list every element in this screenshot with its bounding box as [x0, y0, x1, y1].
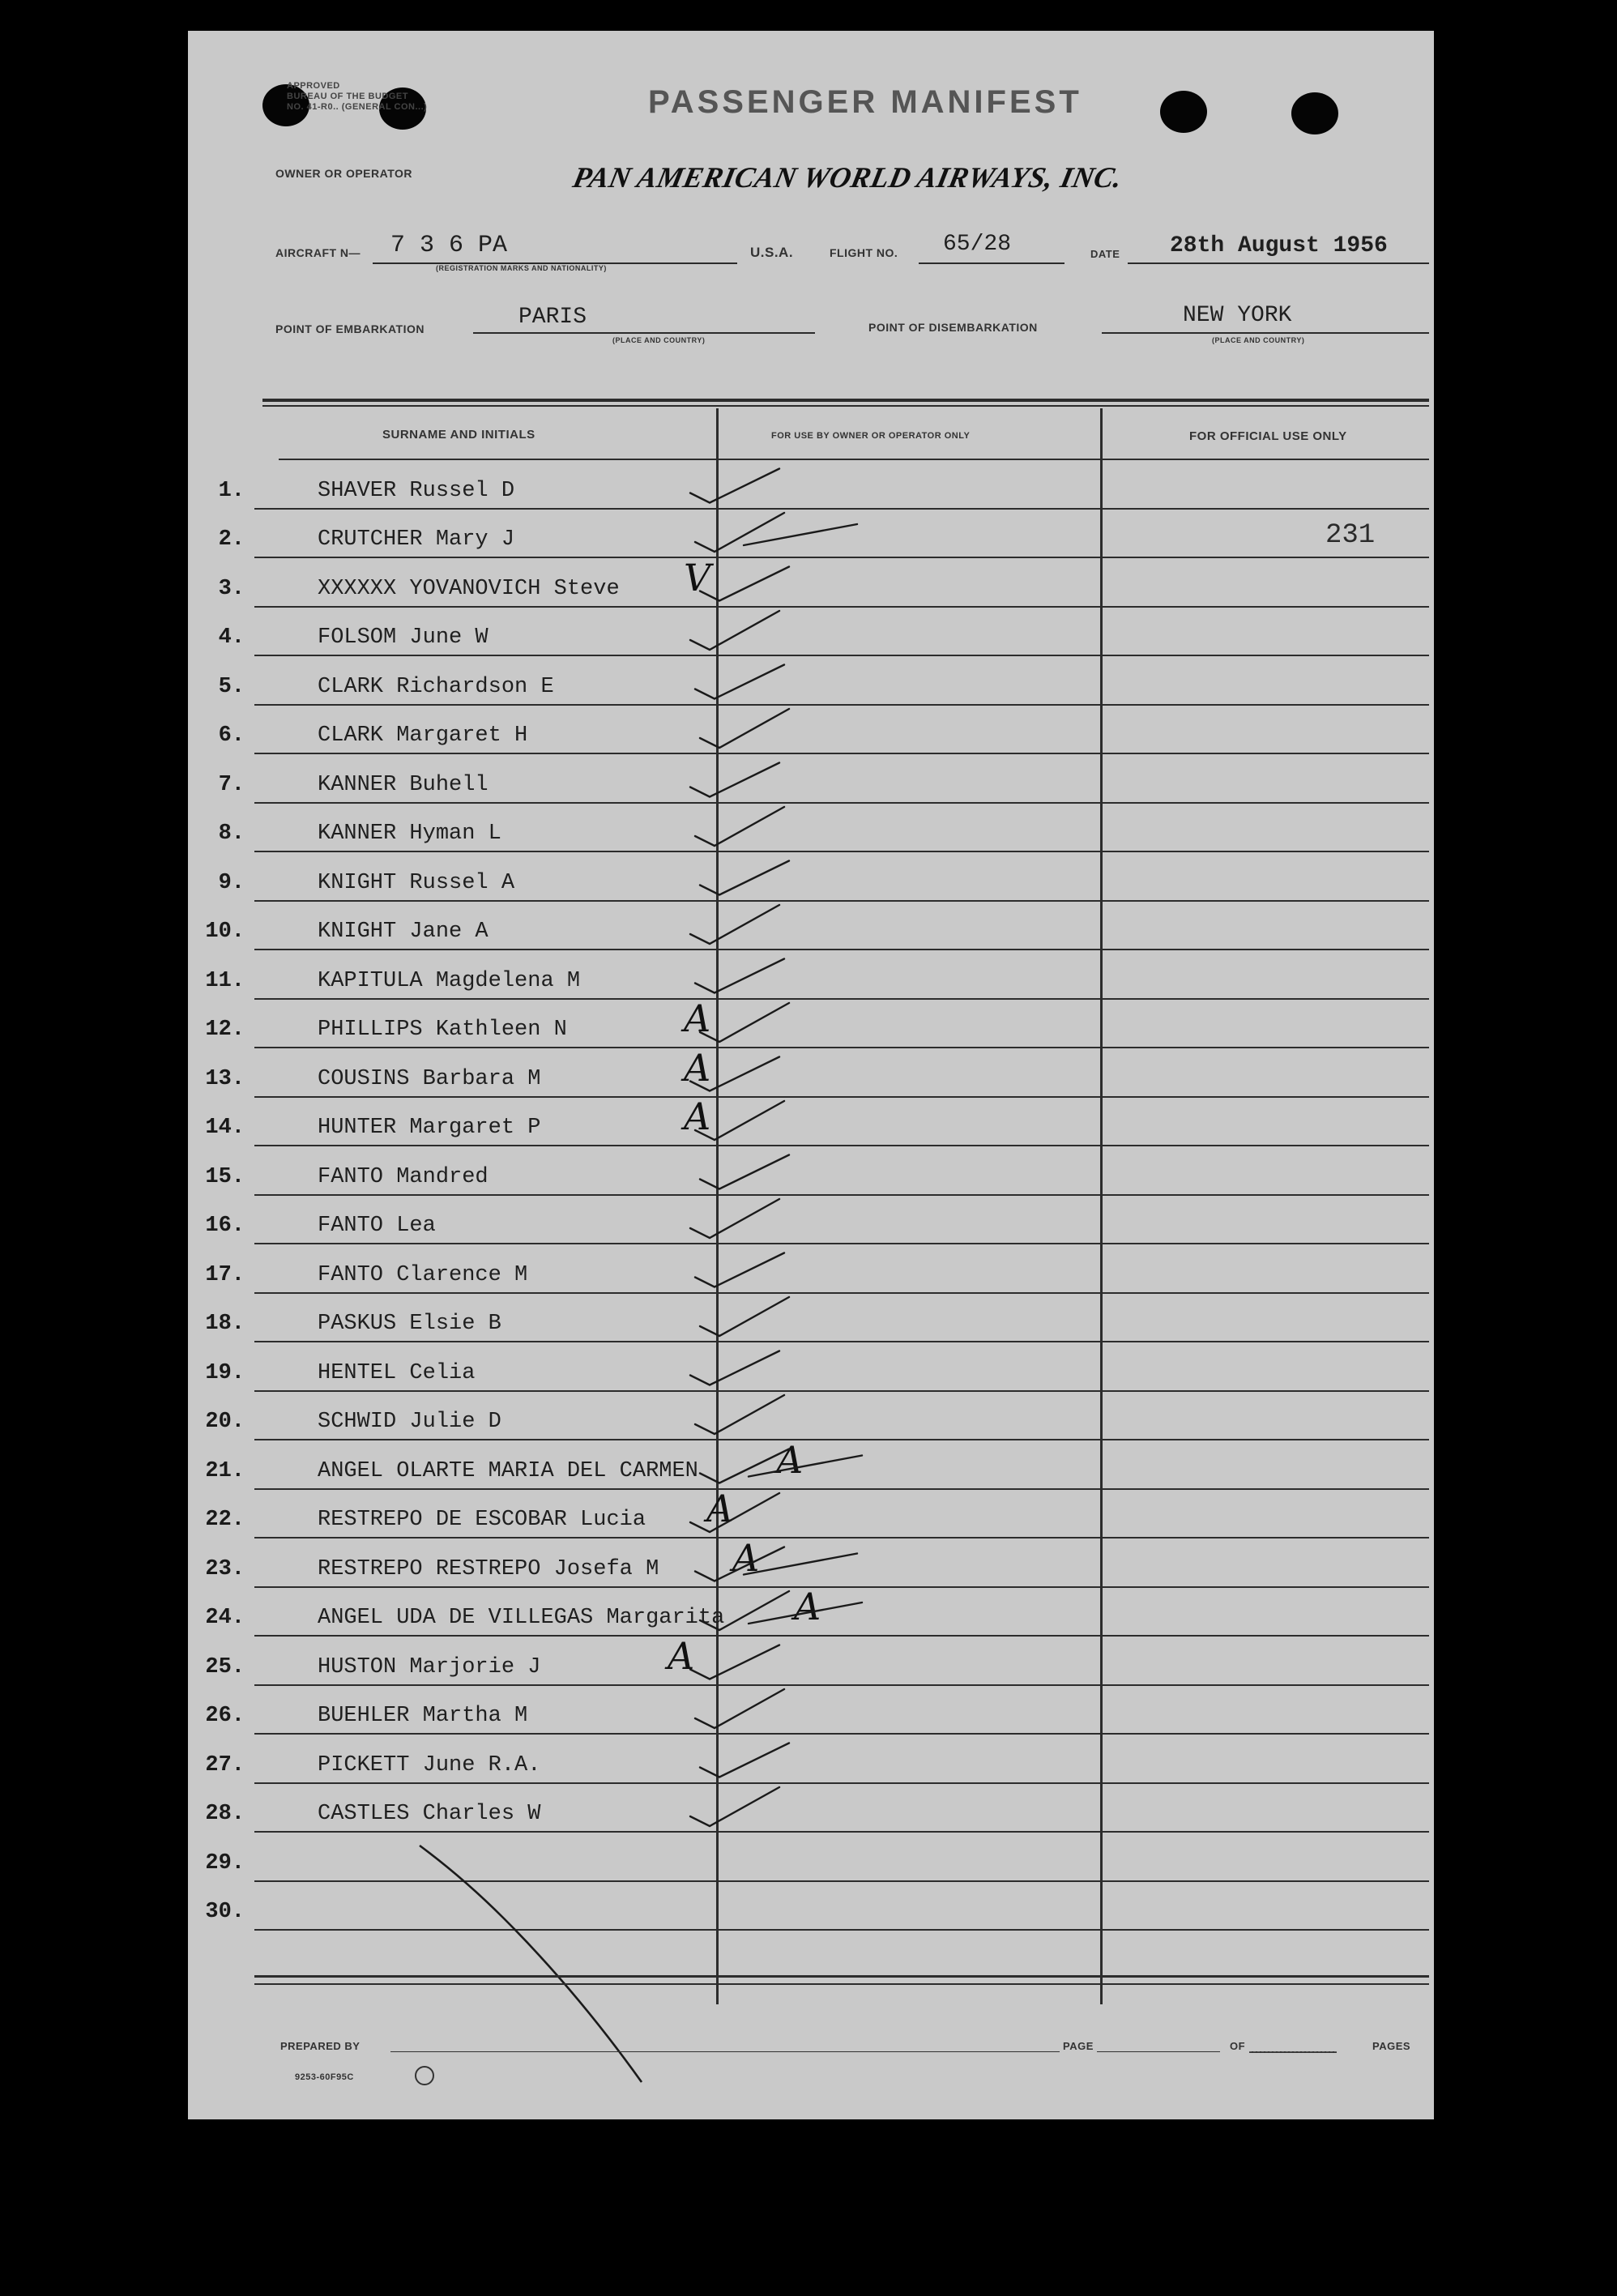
- check-mark: [690, 469, 779, 503]
- check-mark: [700, 1591, 789, 1630]
- check-mark: [690, 1351, 779, 1385]
- disembark-label: POINT OF DISEMBARKATION: [868, 321, 1038, 334]
- passenger-name: HENTEL Celia: [318, 1360, 476, 1385]
- passenger-name: SHAVER Russel D: [318, 478, 515, 503]
- prepared-by-label: PREPARED BY: [280, 2040, 361, 2052]
- handwritten-checkmarks: [188, 31, 1434, 2119]
- flight-label: FLIGHT NO.: [830, 246, 898, 259]
- row-number: 16.: [205, 1214, 245, 1238]
- row-number: 12.: [205, 1018, 245, 1042]
- page-title: PASSENGER MANIFEST: [648, 84, 1082, 120]
- check-mark: [690, 1199, 779, 1238]
- row-number: 27.: [205, 1752, 245, 1777]
- registration-caption: (REGISTRATION MARKS AND NATIONALITY): [436, 264, 607, 272]
- manifest-sheet: [188, 31, 1434, 2119]
- row-number: 19.: [205, 1360, 245, 1385]
- check-mark: [690, 763, 779, 797]
- col-header-official: FOR OFFICIAL USE ONLY: [1189, 429, 1347, 443]
- check-mark: [690, 1645, 779, 1679]
- row-number: 10.: [205, 920, 245, 944]
- passenger-name: ANGEL UDA DE VILLEGAS Margarita: [318, 1606, 725, 1630]
- owner-value: PAN AMERICAN WORLD AIRWAYS, INC.: [570, 161, 1126, 194]
- check-mark: [700, 567, 789, 601]
- official-note: 231: [1325, 520, 1376, 551]
- passenger-name: KNIGHT Russel A: [318, 870, 515, 895]
- handwritten-mark: A: [776, 1437, 804, 1482]
- owner-label: OWNER OR OPERATOR: [275, 167, 412, 180]
- row-number: 14.: [205, 1116, 245, 1140]
- union-label-icon: [415, 2066, 434, 2085]
- check-mark: [700, 1449, 789, 1483]
- row-number: 24.: [205, 1606, 245, 1630]
- disembark-value: NEW YORK: [1183, 303, 1292, 328]
- passenger-name: FANTO Clarence M: [318, 1262, 528, 1287]
- aircraft-value: 7 3 6 PA: [390, 232, 508, 259]
- page-label: PAGE: [1060, 2040, 1097, 2052]
- check-mark: [700, 1003, 789, 1042]
- handwritten-mark: A: [684, 996, 711, 1040]
- pages-label: PAGES: [1372, 2040, 1411, 2052]
- col-header-owner: FOR USE BY OWNER OR OPERATOR ONLY: [771, 431, 971, 441]
- check-mark: [695, 1689, 784, 1728]
- passenger-name: PICKETT June R.A.: [318, 1752, 541, 1777]
- passenger-name: PASKUS Elsie B: [318, 1312, 501, 1336]
- check-mark: [700, 1297, 789, 1336]
- row-number: 1.: [218, 478, 245, 503]
- check-mark: [690, 1787, 779, 1826]
- row-number: 13.: [205, 1066, 245, 1091]
- form-number: 9253-60F95C: [295, 2072, 354, 2082]
- check-mark: [700, 709, 789, 748]
- check-mark: [690, 1493, 779, 1532]
- handwritten-mark: A: [732, 1535, 760, 1580]
- row-number: 5.: [218, 674, 245, 699]
- check-mark: [700, 861, 789, 895]
- usa-label: U.S.A.: [750, 245, 794, 260]
- passenger-name: PHILLIPS Kathleen N: [318, 1018, 567, 1042]
- handwritten-mark: A: [706, 1487, 734, 1530]
- row-number: 11.: [205, 968, 245, 993]
- passenger-name: CLARK Richardson E: [318, 674, 554, 699]
- row-number: 2.: [218, 527, 245, 552]
- row-number: 6.: [218, 723, 245, 748]
- passenger-name: XXXXXX YOVANOVICH Steve: [318, 576, 620, 601]
- check-mark-extra: [744, 1554, 857, 1575]
- check-mark: [695, 1547, 784, 1581]
- embark-value: PARIS: [518, 305, 587, 330]
- row-number: 26.: [205, 1704, 245, 1728]
- row-number: 22.: [205, 1508, 245, 1532]
- row-number: 21.: [205, 1458, 245, 1483]
- passenger-name: RESTREPO DE ESCOBAR Lucia: [318, 1508, 646, 1532]
- embark-caption: (PLACE AND COUNTRY): [612, 336, 706, 344]
- row-number: 28.: [205, 1802, 245, 1826]
- check-mark-extra: [749, 1603, 862, 1624]
- handwritten-mark: A: [684, 1045, 711, 1090]
- row-number: 9.: [218, 870, 245, 895]
- col-header-surname: SURNAME AND INITIALS: [382, 428, 535, 442]
- approved-stamp: APPROVED BUREAU OF THE BUDGET NO. 41-R0.. (GENERAL CON...): [287, 81, 428, 112]
- row-number: 7.: [218, 772, 245, 797]
- flight-value: 65/28: [943, 232, 1012, 257]
- passenger-name: ANGEL OLARTE MARIA DEL CARMEN: [318, 1458, 698, 1483]
- row-number: 8.: [218, 822, 245, 846]
- passenger-name: SCHWID Julie D: [318, 1410, 501, 1434]
- check-mark: [695, 959, 784, 993]
- passenger-name: BUEHLER Martha M: [318, 1704, 528, 1728]
- check-mark: [695, 1253, 784, 1287]
- passenger-name: KAPITULA Magdelena M: [318, 968, 581, 993]
- handwritten-mark: A: [668, 1633, 695, 1678]
- check-mark: [695, 1395, 784, 1434]
- passenger-name: COUSINS Barbara M: [318, 1066, 541, 1091]
- handwritten-mark: A: [794, 1585, 821, 1628]
- of-label: OF: [1227, 2040, 1248, 2052]
- passenger-name: CASTLES Charles W: [318, 1802, 541, 1826]
- disembark-caption: (PLACE AND COUNTRY): [1212, 336, 1305, 344]
- passenger-name: CLARK Margaret H: [318, 723, 528, 748]
- passenger-name: KNIGHT Jane A: [318, 920, 489, 944]
- date-label: DATE: [1090, 248, 1120, 260]
- row-number: 3.: [218, 576, 245, 601]
- row-number: 15.: [205, 1164, 245, 1189]
- check-mark: [690, 905, 779, 944]
- passenger-name: FANTO Mandred: [318, 1164, 489, 1189]
- check-mark: [695, 1101, 784, 1140]
- row-number: 23.: [205, 1556, 245, 1581]
- embark-label: POINT OF EMBARKATION: [275, 322, 425, 335]
- row-number: 20.: [205, 1410, 245, 1434]
- passenger-name: RESTREPO RESTREPO Josefa M: [318, 1556, 659, 1581]
- check-mark: [700, 1743, 789, 1777]
- check-mark: [695, 807, 784, 846]
- passenger-name: HUNTER Margaret P: [318, 1116, 541, 1140]
- passenger-name: CRUTCHER Mary J: [318, 527, 515, 552]
- row-number: 17.: [205, 1262, 245, 1287]
- check-mark: [690, 611, 779, 650]
- check-mark-extra: [744, 524, 857, 545]
- check-mark: [690, 1057, 779, 1091]
- passenger-name: KANNER Hyman L: [318, 822, 501, 846]
- handwritten-mark: V: [684, 555, 711, 600]
- passenger-name: FOLSOM June W: [318, 625, 489, 650]
- passenger-name: KANNER Buhell: [318, 772, 489, 797]
- row-number: 29.: [205, 1850, 245, 1876]
- row-number: 30.: [205, 1900, 245, 1924]
- check-mark: [695, 513, 784, 552]
- passenger-name: HUSTON Marjorie J: [318, 1654, 541, 1679]
- aircraft-label: AIRCRAFT N—: [275, 246, 361, 259]
- row-number: 4.: [218, 625, 245, 650]
- passenger-name: FANTO Lea: [318, 1214, 436, 1238]
- row-number: 25.: [205, 1654, 245, 1679]
- handwritten-mark: A: [684, 1095, 711, 1138]
- row-number: 18.: [205, 1312, 245, 1336]
- date-value: 28th August 1956: [1170, 233, 1388, 258]
- check-mark-extra: [749, 1456, 862, 1477]
- check-mark: [700, 1155, 789, 1189]
- check-mark: [695, 665, 784, 699]
